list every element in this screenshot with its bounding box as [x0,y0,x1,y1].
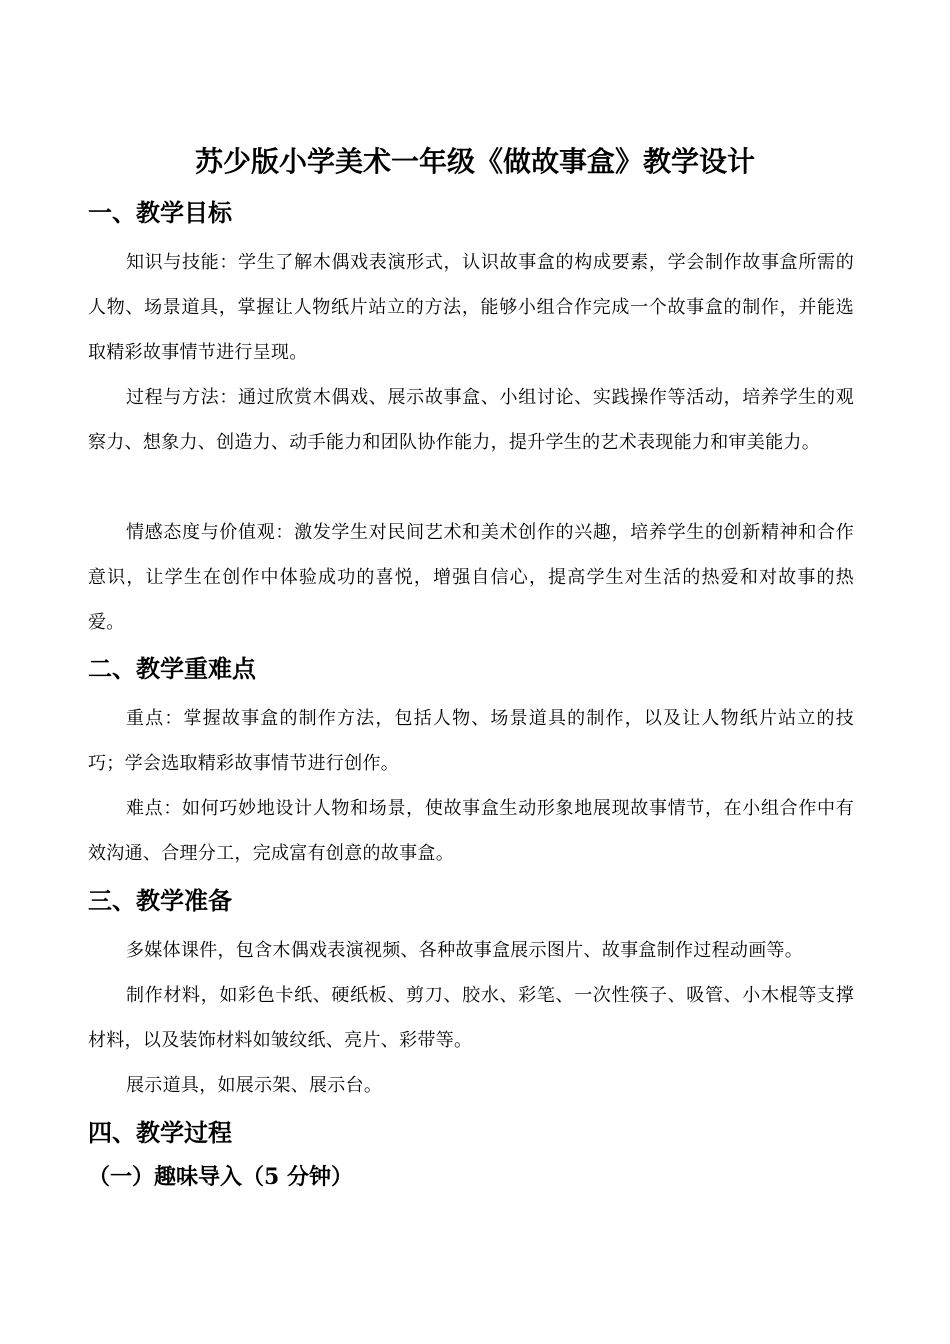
paragraph-emotion-values: 情感态度与价值观：激发学生对民间艺术和美术创作的兴趣，培养学生的创新精神和合作意识，让学生在创作中体验成功的喜悦，增强自信心，提高学生对生活的热爱和对故事的热爱。 [88,522,854,633]
section-heading-objectives: 一、教学目标 [88,199,232,227]
document-title: 苏少版小学美术一年级《做故事盒》教学设计 [194,145,755,178]
paragraph-materials: 制作材料，如彩色卡纸、硬纸板、剪刀、胶水、彩笔、一次性筷子、吸管、小木棍等支撑材料，以及装饰材料如皱纹纸、亮片、彩带等。 [88,985,854,1051]
paragraph-process-methods: 过程与方法：通过欣赏木偶戏、展示故事盒、小组讨论、实践操作等活动，培养学生的观察力、想象力、创造力、动手能力和团队协作能力，提升学生的艺术表现能力和审美能力。 [88,387,854,453]
subsection-heading-intro: （一）趣味导入（5 分钟） [88,1164,353,1190]
section-heading-preparation: 三、教学准备 [88,887,232,915]
section-heading-key-points: 二、教学重难点 [88,655,256,683]
paragraph-display-props: 展示道具，如展示架、展示台。 [126,1075,383,1096]
paragraph-key-point: 重点：掌握故事盒的制作方法，包括人物、场景道具的制作，以及让人物纸片站立的技巧；学会选取精彩故事情节进行创作。 [88,708,854,774]
paragraph-multimedia: 多媒体课件，包含木偶戏表演视频、各种故事盒展示图片、故事盒制作过程动画等。 [126,940,804,961]
paragraph-difficulty: 难点：如何巧妙地设计人物和场景，使故事盒生动形象地展现故事情节，在小组合作中有效沟通、合理分工，完成富有创意的故事盒。 [88,798,854,864]
paragraph-knowledge-skills: 知识与技能：学生了解木偶戏表演形式，认识故事盒的构成要素，学会制作故事盒所需的人物、场景道具，掌握让人物纸片站立的方法，能够小组合作完成一个故事盒的制作，并能选取精彩故事情节进行呈现。 [88,252,854,363]
section-heading-process: 四、教学过程 [88,1119,232,1147]
